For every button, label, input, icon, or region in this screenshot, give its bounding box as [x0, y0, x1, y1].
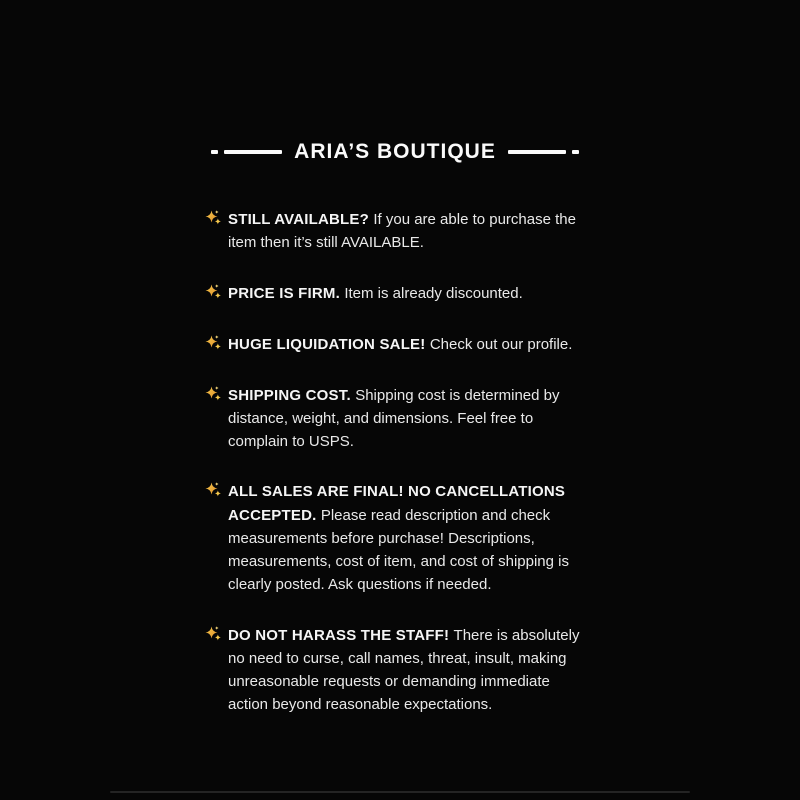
title-line-right	[508, 150, 566, 154]
policy-body: Please read description and check measurements before purchase! Descriptions, measurements, cost of item, and cost of shipping is clearly posted. Ask questions if needed.	[228, 506, 569, 594]
policy-text	[228, 480, 586, 596]
title-dash-left-short	[211, 150, 218, 154]
policy-text	[228, 384, 586, 454]
policy-body: If you are able to purchase the item then it’s still AVAILABLE.	[228, 211, 576, 252]
policy-item	[204, 282, 586, 306]
policy-text	[228, 282, 523, 305]
policy-lead: HUGE LIQUIDATION SALE!	[228, 335, 430, 353]
policy-item	[204, 384, 586, 454]
policy-body: Shipping cost is determined by distance, weight, and dimensions. Feel free to complain to USPS.	[228, 386, 560, 450]
policy-body: Item is already discounted.	[344, 284, 523, 302]
sparkle-icon	[204, 208, 228, 232]
policy-item	[204, 333, 586, 357]
policy-body: There is absolutely no need to curse, call names, threat, insult, making unreasonable requests or demanding immediate action beyond reasonable expectations.	[228, 626, 580, 714]
policy-item	[204, 208, 586, 255]
sparkle-icon	[204, 384, 228, 408]
policy-content	[204, 140, 586, 744]
policy-text	[228, 208, 586, 255]
title-dash-right-short	[572, 150, 579, 154]
policy-lead: ALL SALES ARE FINAL! NO CANCELLATIONS ACCEPTED.	[228, 483, 566, 524]
sparkle-icon	[204, 480, 228, 504]
page-title: ARIA’S BOUTIQUE	[294, 140, 496, 163]
policy-lead: PRICE IS FIRM.	[228, 284, 345, 302]
policy-lead: STILL AVAILABLE?	[228, 211, 374, 228]
title-row	[204, 140, 586, 164]
sparkle-icon	[204, 333, 228, 357]
policy-lead: DO NOT HARASS THE STAFF!	[228, 626, 454, 644]
sparkle-icon	[204, 282, 228, 306]
sparkle-icon	[204, 624, 228, 648]
policy-text	[228, 333, 572, 356]
policy-item	[204, 480, 586, 596]
policy-body: Check out our profile.	[429, 335, 573, 353]
policy-item	[204, 624, 586, 717]
title-line-left	[224, 150, 282, 154]
card-bottom-edge	[110, 791, 690, 793]
policy-text	[228, 624, 586, 717]
policy-lead: SHIPPING COST.	[228, 386, 356, 404]
policy-list	[204, 208, 586, 717]
